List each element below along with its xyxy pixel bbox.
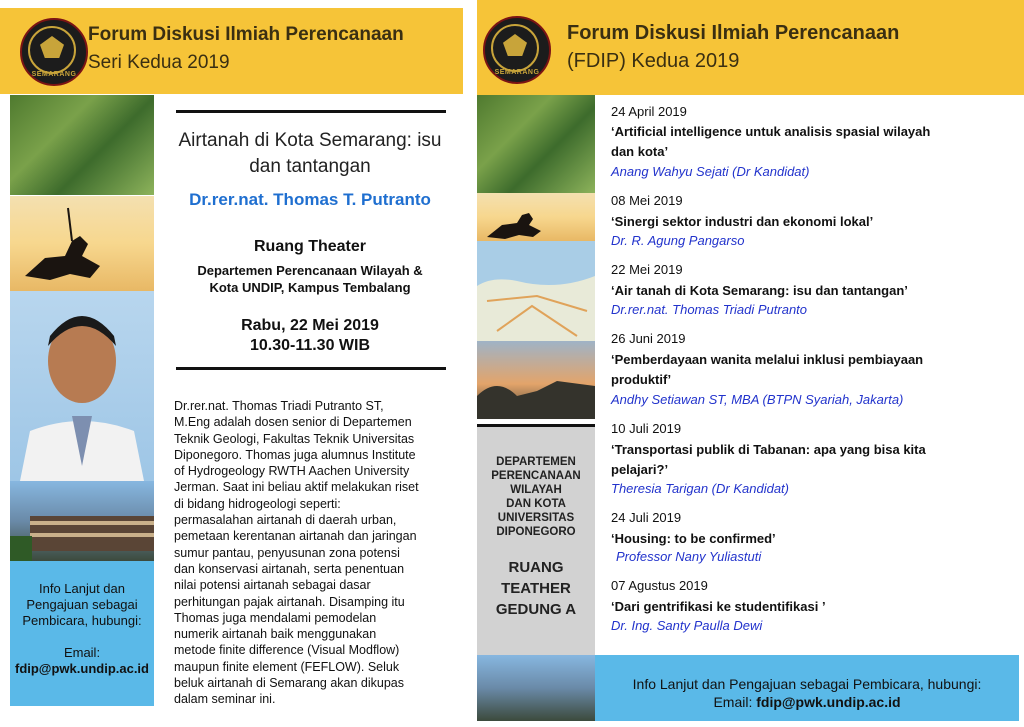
room-line: RUANG (508, 559, 564, 576)
schedule-title: ‘Housing: to be confirmed’ (611, 531, 776, 546)
right-header-subtitle: (FDIP) Kedua 2019 (567, 50, 740, 72)
horse-rider-image (10, 196, 154, 291)
schedule-speaker: Dr.rer.nat. Thomas Triadi Putranto (611, 302, 808, 317)
schedule-date: 10 Juli 2019 (611, 421, 682, 436)
right-poster (477, 0, 1024, 727)
schedule-date: 24 Juli 2019 (611, 510, 682, 525)
dept-line: DEPARTEMEN (496, 456, 576, 468)
info-line-1: Info Lanjut dan (38, 581, 126, 596)
campus-building-image (10, 481, 154, 561)
schedule-title: ‘Dari gentrifikasi ke studentifikasi ’ (611, 599, 826, 614)
left-poster (0, 0, 466, 727)
bottom-divider (176, 367, 446, 370)
venue-detail-line-1: Departemen Perencanaan Wilayah & (197, 263, 423, 278)
schedule-date: 08 Mei 2019 (611, 193, 683, 208)
footer-email-label: Email: (713, 694, 757, 710)
info-line-2: Pengajuan sebagai (26, 597, 138, 612)
header-title: Forum Diskusi Ilmiah Perencanaan (88, 24, 404, 45)
left-header (0, 8, 463, 94)
schedule-date: 24 April 2019 (611, 104, 687, 119)
info-line-3: Pembicara, hubungi: (22, 613, 142, 628)
campus-building-thumb (477, 655, 595, 721)
schedule-title: ‘Pemberdayaan wanita melalui inklusi pembiayaan produktif’ (611, 352, 924, 387)
schedule-speaker: Dr. Ing. Santy Paulla Dewi (611, 618, 763, 633)
talk-title-line-1: Airtanah di Kota Semarang: isu (178, 130, 442, 151)
footer-email[interactable]: fdip@pwk.undip.ac.id (756, 694, 901, 710)
venue-detail-line-2: Kota UNDIP, Kampus Tembalang (209, 280, 411, 295)
schedule-date: 22 Mei 2019 (611, 262, 683, 277)
dept-line: UNIVERSITAS (497, 512, 575, 524)
event-date: Rabu, 22 Mei 2019 (241, 317, 379, 334)
schedule-speaker: Andhy Setiawan ST, MBA (BTPN Syariah, Jakarta) (611, 392, 904, 407)
event-time: 10.30-11.30 WIB (249, 337, 371, 354)
schedule-title: ‘Sinergi sektor industri dan ekonomi lokal’ (611, 214, 874, 229)
room-line: TEATHER (501, 580, 571, 597)
university-logo: SEMARANG (20, 18, 88, 86)
schedule-speaker: Anang Wahyu Sejati (Dr Kandidat) (611, 164, 810, 179)
schedule-title: ‘Air tanah di Kota Semarang: isu dan tantangan’ (611, 283, 908, 298)
schedule-speaker: Professor Nany Yuliastuti (616, 549, 762, 564)
room-line: GEDUNG A (495, 601, 577, 618)
rice-terrace-thumb (477, 95, 595, 193)
talk-title-line-2: dan tantangan (249, 156, 371, 177)
header-subtitle: Seri Kedua 2019 (88, 52, 230, 73)
venue-title: Ruang Theater (253, 238, 366, 255)
schedule-speaker: Dr. R. Agung Pangarso (611, 233, 745, 248)
contact-info-box (10, 561, 154, 706)
dept-line: DIPONEGORO (496, 526, 576, 538)
speaker-bio: Dr.rer.nat. Thomas Triadi Putranto ST, M.Eng adalah dosen senior di Departemen Teknik Geologi, Fakultas Teknik Universitas Diponegoro. Thomas juga alumnus Institute of Hydrogeology RWTH Aachen University Jerman. Saat ini beliau aktif melakukan riset di bidang hidrogeologi seperti: permasalahan airtanah di daerah urban, pemetaan kerentanan airtanah dan jaringan sumur pantau, penyusunan zona potensi dan konservasi airtanah, serta penentuan nilai potensi airtanah sebagai dasar perhitungan pajak airtanah. Disamping itu Thomas juga mendalami pemodelan numerik airtanah baik menggunakan metode finite difference (Visual Modflow) maupun finite element (FEFLOW). Seluk beluk airtanah di Semarang akan dikupas dalam seminar ini. (174, 399, 419, 707)
right-header-title: Forum Diskusi Ilmiah Perencanaan (567, 22, 900, 44)
dept-line: WILAYAH (510, 484, 562, 496)
right-header (477, 0, 1024, 95)
schedule-speaker: Theresia Tarigan (Dr Kandidat) (611, 481, 789, 496)
email-label: Email: (63, 645, 101, 660)
university-logo-right: SEMARANG (483, 16, 551, 84)
horse-rider-thumb (477, 193, 595, 241)
rice-terrace-image (10, 95, 154, 195)
schedule-title: ‘Transportasi publik di Tabanan: apa yang bisa kita pelajari?’ (611, 442, 926, 477)
speaker-name: Dr.rer.nat. Thomas T. Putranto (189, 190, 431, 209)
schedule-divider (477, 424, 595, 427)
department-box (477, 427, 595, 655)
footer-contact-box (595, 655, 1019, 721)
dept-line: PERENCANAAN (491, 470, 581, 482)
schedule-date: 07 Agustus 2019 (611, 578, 708, 593)
speaker-photo (10, 291, 154, 481)
footer-line: Info Lanjut dan Pengajuan sebagai Pembicara, hubungi: (632, 676, 982, 692)
dept-line: DAN KOTA (506, 498, 566, 510)
schedule-date: 26 Juni 2019 (611, 331, 686, 346)
temple-thumb (477, 341, 595, 419)
map-thumb (477, 241, 595, 341)
contact-email[interactable]: fdip@pwk.undip.ac.id (14, 661, 149, 676)
schedule-title: ‘Artificial intelligence untuk analisis spasial wilayah dan kota’ (611, 124, 931, 159)
top-divider (176, 110, 446, 113)
panel-gap (466, 0, 477, 727)
